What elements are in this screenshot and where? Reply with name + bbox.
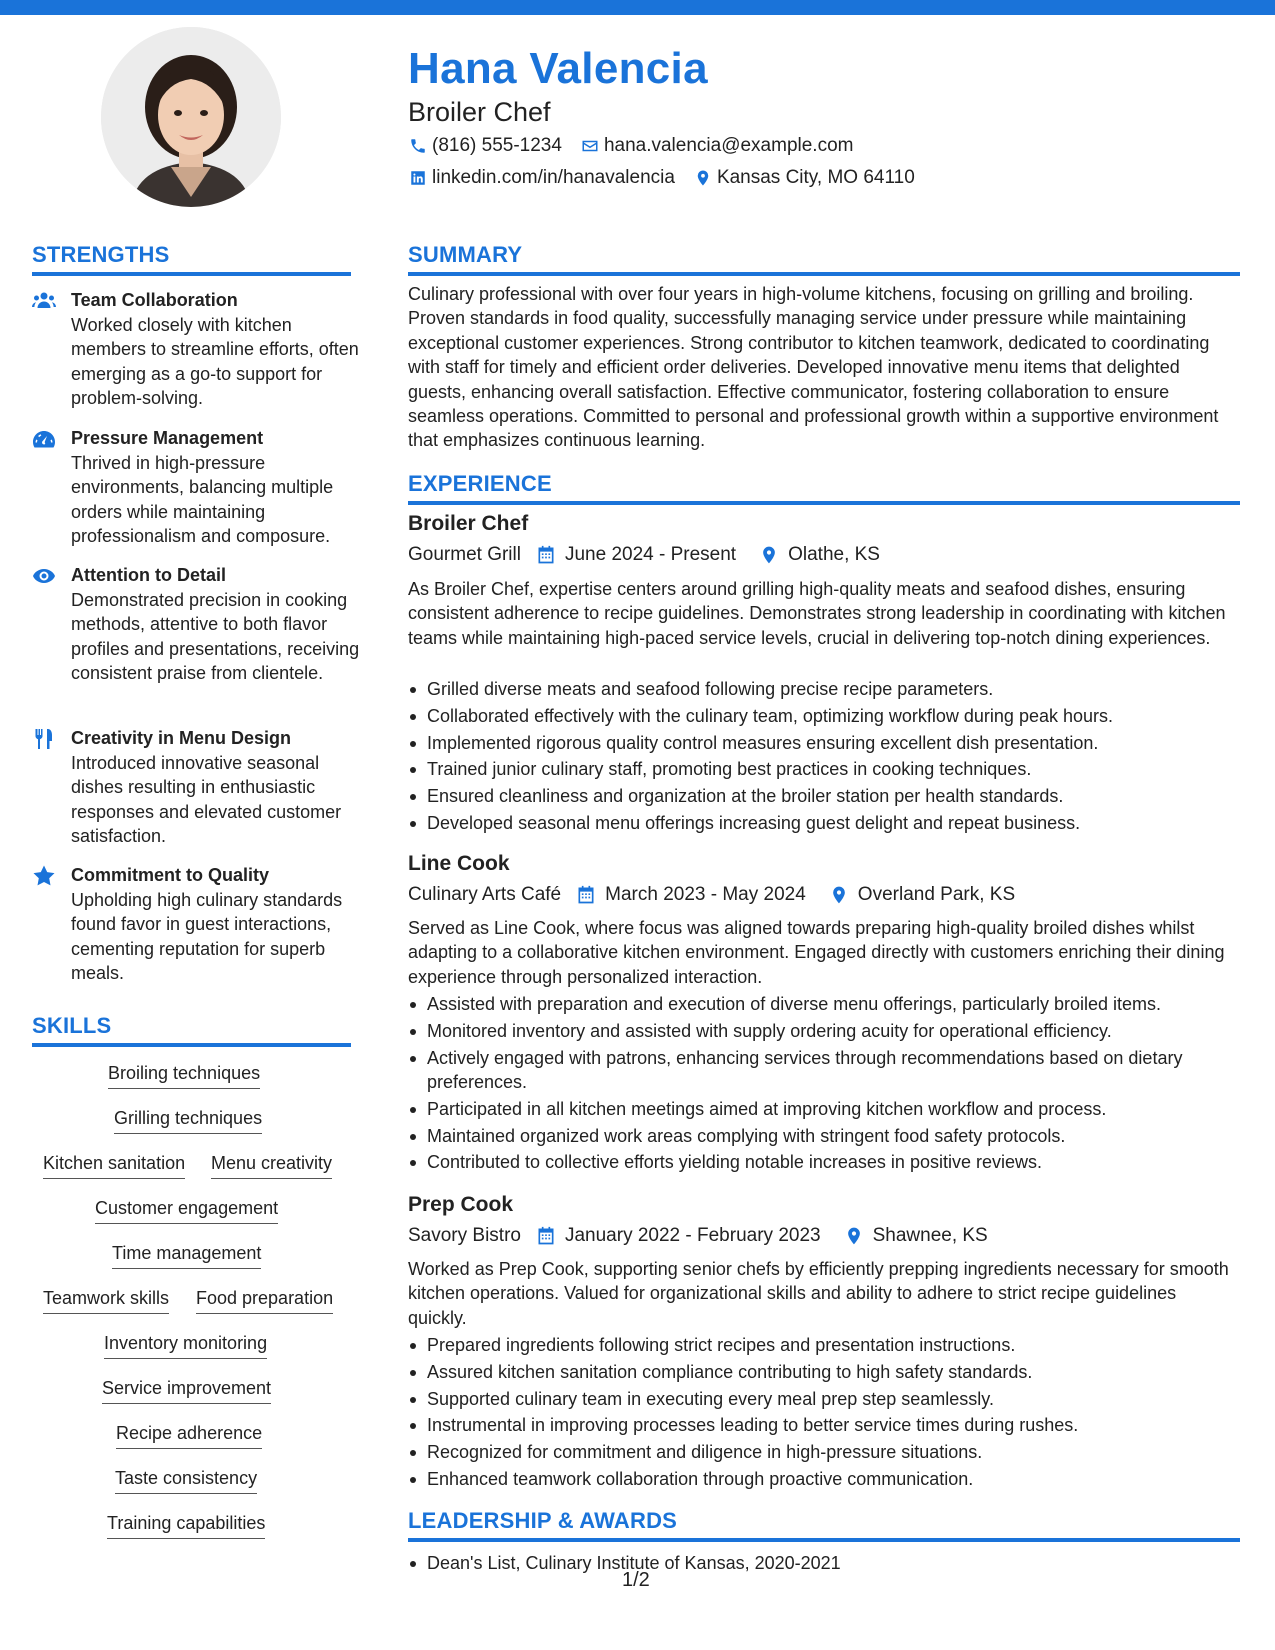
linkedin-icon xyxy=(408,168,428,188)
job-meta xyxy=(408,1223,998,1249)
strength-desc: Introduced innovative seasonal dishes resulting in enthusiastic responses and elevated customer satisfaction. xyxy=(71,753,342,847)
list-item: Enhanced teamwork collaboration through proactive communication. xyxy=(408,1467,1236,1491)
skill-tag: Grilling techniques xyxy=(114,1106,262,1134)
skill-tag: Inventory monitoring xyxy=(104,1331,267,1359)
skill-tag: Food preparation xyxy=(196,1286,333,1314)
job-meta xyxy=(408,882,1025,908)
experience-heading: EXPERIENCE xyxy=(408,471,552,496)
job-location: Olathe, KS xyxy=(788,544,880,565)
list-item: Supported culinary team in executing every meal prep step seamlessly. xyxy=(408,1387,1236,1411)
list-item: Participated in all kitchen meetings aimed at improving kitchen workflow and process. xyxy=(408,1097,1236,1121)
job-dates: January 2022 - February 2023 xyxy=(564,1225,821,1246)
job-meta xyxy=(408,542,890,568)
list-item: Implemented rigorous quality control measures ensuring excellent dish presentation. xyxy=(408,731,1236,755)
list-item: Ensured cleanliness and organization at the broiler station per health standards. xyxy=(408,784,1236,808)
list-item: Assured kitchen sanitation compliance contributing to high safety standards. xyxy=(408,1360,1236,1384)
contact-row-2 xyxy=(408,166,933,190)
job-title: Line Cook xyxy=(408,852,510,875)
job-bullets xyxy=(408,992,1236,1177)
star-icon xyxy=(32,865,56,887)
skill-tag: Service improvement xyxy=(102,1376,271,1404)
list-item: Prepared ingredients following strict recipes and presentation instructions. xyxy=(408,1333,1236,1357)
skills-rule xyxy=(32,1043,351,1047)
job-description: As Broiler Chef, expertise centers around grilling high-quality meats and seafood dishes, ensuring consistent adherence to recipe guidelines. Demonstrates strong leadership in coordinating with kitchen teams while maintaining high-paced service levels, crucial in delivering top-notch dining experiences. xyxy=(408,579,1226,648)
job-description: Served as Line Cook, where focus was aligned towards preparing high-quality broiled dishes whilst adapting to a collaborative kitchen environment. Engaged directly with customers enriching their dining experience through personalized interaction. xyxy=(408,918,1225,987)
skill-tag: Kitchen sanitation xyxy=(43,1151,185,1179)
avatar xyxy=(101,27,281,207)
map-pin-icon xyxy=(758,544,780,566)
candidate-name: Hana Valencia xyxy=(408,44,708,93)
email-text[interactable]: hana.valencia@example.com xyxy=(603,135,854,156)
top-accent-bar xyxy=(0,0,1275,15)
job-bullets xyxy=(408,1333,1236,1494)
job-title: Prep Cook xyxy=(408,1193,514,1216)
skill-tag: Broiling techniques xyxy=(108,1061,260,1089)
leadership-rule xyxy=(408,1538,1240,1542)
job-dates: March 2023 - May 2024 xyxy=(605,884,806,905)
eye-icon xyxy=(32,565,56,587)
list-item: Grilled diverse meats and seafood following precise recipe parameters. xyxy=(408,677,1236,701)
skill-tag: Recipe adherence xyxy=(116,1421,262,1449)
skill-tag: Teamwork skills xyxy=(43,1286,169,1314)
job-company: Savory Bistro xyxy=(408,1225,521,1246)
list-item: Instrumental in improving processes leading to better service times during rushes. xyxy=(408,1413,1236,1437)
summary-heading: SUMMARY xyxy=(408,242,523,267)
map-pin-icon xyxy=(828,884,850,906)
list-item: Trained junior culinary staff, promoting best practices in cooking techniques. xyxy=(408,757,1236,781)
job-bullets xyxy=(408,677,1236,838)
phone-contact xyxy=(408,135,562,157)
list-item: Contributed to collective efforts yielding notable increases in positive reviews. xyxy=(408,1150,1236,1174)
strength-desc: Thrived in high-pressure environments, balancing multiple orders while maintaining professionalism and composure. xyxy=(71,453,334,547)
skill-tag: Time management xyxy=(112,1241,261,1269)
skill-tag: Taste consistency xyxy=(115,1466,257,1494)
map-pin-icon xyxy=(693,168,713,188)
candidate-role: Broiler Chef xyxy=(408,97,551,127)
job-description: Worked as Prep Cook, supporting senior chefs by efficiently prepping ingredients necessary for smooth kitchen operations. Valued for organizational skills and ability to adhere to strict recipe guidelines quickly. xyxy=(408,1259,1229,1328)
skill-tag: Customer engagement xyxy=(95,1196,278,1224)
phone-icon xyxy=(408,136,428,156)
list-item: Maintained organized work areas complying with stringent food safety protocols. xyxy=(408,1124,1236,1148)
summary-text: Culinary professional with over four years in high-volume kitchens, focusing on grilling and broiling. Proven standards in food quality, successfully managing service under pressure while maintaining exceptional customer experiences. Strong contributor to kitchen teamwork, dedicated to coordinating with staff for timely and efficient order deliveries. Developed innovative menu items that delighted guests, enhancing overall satisfaction. Effective communicator, fostering collaboration to ensure seamless operations. Committed to personal and professional growth within a supportive environment that emphasizes continuous learning. xyxy=(408,284,1219,451)
contact-row-1 xyxy=(408,134,871,158)
list-item: Assisted with preparation and execution of diverse menu offerings, particularly broiled items. xyxy=(408,992,1236,1016)
leadership-heading: LEADERSHIP & AWARDS xyxy=(408,1508,678,1533)
strength-desc: Demonstrated precision in cooking methods, attentive to both flavor profiles and presentations, receiving consistent praise from clientele. xyxy=(71,590,360,684)
strength-desc: Worked closely with kitchen members to streamline efforts, often emerging as a go-to support for problem-solving. xyxy=(71,315,359,409)
utensils-icon xyxy=(32,728,56,750)
strengths-heading: STRENGTHS xyxy=(32,242,170,267)
envelope-icon xyxy=(580,136,600,156)
list-item: Developed seasonal menu offerings increasing guest delight and repeat business. xyxy=(408,811,1236,835)
skills-heading: SKILLS xyxy=(32,1013,112,1038)
strength-title: Creativity in Menu Design xyxy=(71,728,292,748)
linkedin-contact[interactable] xyxy=(408,167,675,189)
leadership-list xyxy=(408,1551,1236,1578)
strength-desc: Upholding high culinary standards found favor in guest interactions, cementing reputation for superb meals. xyxy=(71,890,343,984)
calendar-icon xyxy=(535,544,557,566)
strength-title: Attention to Detail xyxy=(71,565,226,585)
job-title: Broiler Chef xyxy=(408,512,529,535)
strength-title: Pressure Management xyxy=(71,428,264,448)
email-contact[interactable] xyxy=(580,135,854,157)
job-company: Gourmet Grill xyxy=(408,544,521,565)
phone-text: (816) 555-1234 xyxy=(432,135,562,156)
list-item: Recognized for commitment and diligence in high-pressure situations. xyxy=(408,1440,1236,1464)
page-number: 1/2 xyxy=(622,1569,650,1591)
job-location: Overland Park, KS xyxy=(857,884,1016,905)
job-dates: June 2024 - Present xyxy=(564,544,737,565)
list-item: Collaborated effectively with the culinary team, optimizing workflow during peak hours. xyxy=(408,704,1236,728)
map-pin-icon xyxy=(843,1225,865,1247)
skill-tag: Menu creativity xyxy=(211,1151,332,1179)
experience-rule xyxy=(408,501,1240,505)
list-item: Monitored inventory and assisted with supply ordering acuity for operational efficiency. xyxy=(408,1019,1236,1043)
linkedin-text[interactable]: linkedin.com/in/hanavalencia xyxy=(432,167,675,188)
strength-title: Commitment to Quality xyxy=(71,865,270,885)
location-contact xyxy=(693,167,915,189)
job-location: Shawnee, KS xyxy=(872,1225,988,1246)
strengths-rule xyxy=(32,272,351,276)
job-company: Culinary Arts Café xyxy=(408,884,562,905)
users-icon xyxy=(32,290,56,312)
strength-title: Team Collaboration xyxy=(71,290,238,310)
list-item: Actively engaged with patrons, enhancing services through recommendations based on dietary preferences. xyxy=(408,1046,1236,1095)
summary-rule xyxy=(408,272,1240,276)
skill-tag: Training capabilities xyxy=(107,1511,265,1539)
list-item: Dean's List, Culinary Institute of Kansas, 2020-2021 xyxy=(408,1551,1236,1575)
location-text: Kansas City, MO 64110 xyxy=(716,167,915,188)
calendar-icon xyxy=(575,884,597,906)
gauge-icon xyxy=(32,428,56,450)
calendar-icon xyxy=(535,1225,557,1247)
